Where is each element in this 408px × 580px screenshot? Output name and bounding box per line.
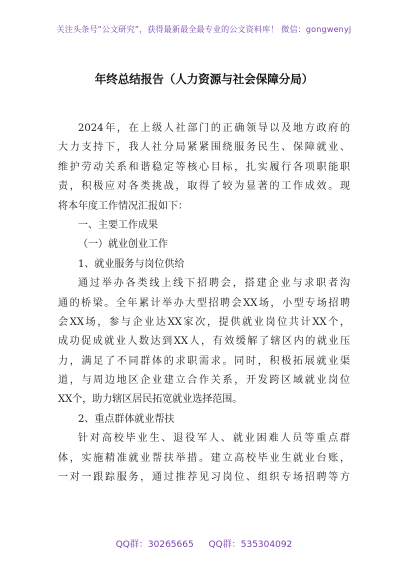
section-heading: 一、主要工作成果	[78, 219, 158, 231]
footer-qq-group-1: QQ群：30265665	[115, 540, 194, 550]
body-line: 维护劳动关系和谐稳定等核心目标，扎实履行各项职能职	[58, 161, 350, 173]
body-line: XX个，助力辖区居民拓宽就业选择范围。	[58, 394, 243, 406]
body-line: 体，实施精准就业帮扶举措。建立高校毕业生就业台账，	[58, 452, 350, 464]
item-heading: 2、重点群体就业帮扶	[78, 413, 175, 425]
body-line: 成功促成就业人数达到XX人，有效缓解了辖区内的就业压	[58, 336, 350, 348]
header-notice: 关注头条号“公文研究”，获得最新最全最专业的公文资料库！ 微信：gongwenyj	[56, 25, 352, 34]
body-line: 将本年度工作情况汇报如下：	[58, 200, 188, 212]
body-line: 2024年，在上级人社部门的正确领导以及地方政府的	[78, 123, 350, 134]
body-line: 一对一跟踪服务，通过推荐见习岗位、组织专场招聘等方	[58, 472, 350, 484]
body-line: 通的桥梁。全年累计举办大型招聘会XX场，小型专场招聘	[58, 297, 350, 309]
body-line: 道，与周边地区企业建立合作关系，开发跨区域就业岗位	[58, 375, 350, 387]
body-line: 责，积极应对各类挑战，取得了较为显著的工作成效。现	[58, 181, 350, 193]
footer	[0, 537, 408, 550]
body-line: 力，满足了不同群体的求职需求。同时，积极拓展就业渠	[58, 355, 350, 367]
document-title: 年终总结报告（人力资源与社会保障分局）	[94, 72, 314, 86]
body-line: 大力支持下，我人社分局紧紧围绕服务民生、保障就业、	[58, 142, 350, 154]
item-heading: 1、就业服务与岗位供给	[78, 258, 185, 270]
document-body	[58, 119, 350, 487]
body-line: 针对高校毕业生、退役军人、就业困难人员等重点群	[78, 433, 350, 445]
body-line: 通过举办各类线上线下招聘会，搭建企业与求职者沟	[78, 278, 350, 290]
body-line: 会XX场，参与企业达XX家次，提供就业岗位共计XX个，	[58, 316, 350, 328]
subsection-heading: （一）就业创业工作	[78, 239, 168, 251]
footer-qq-group-2: QQ群：535304092	[208, 540, 293, 550]
